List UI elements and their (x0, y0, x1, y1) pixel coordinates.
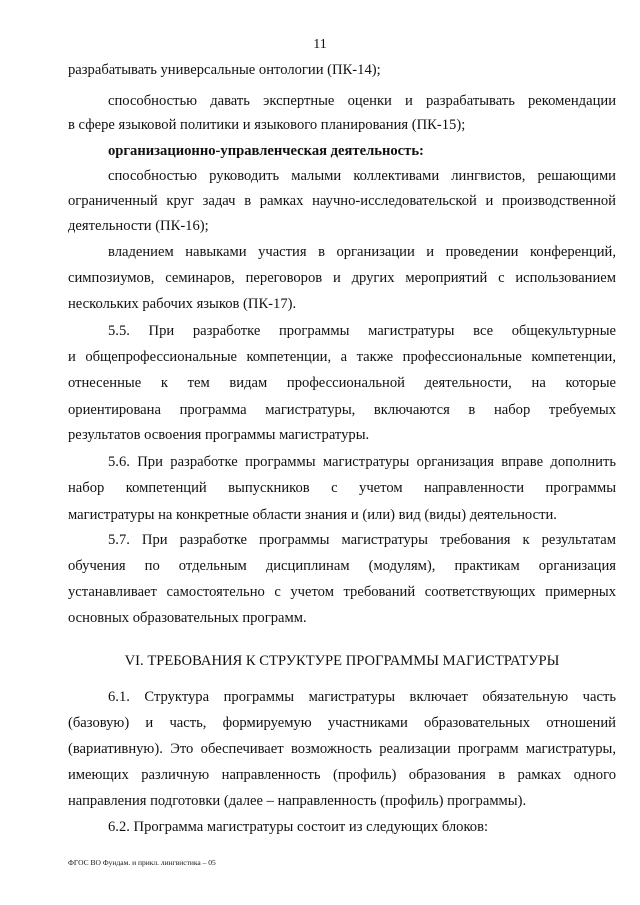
text-line: основных образовательных программ. (68, 610, 307, 626)
text-line: (вариативную). Это обеспечивает возможность реализации программ магистратуры, (68, 741, 616, 757)
text-line: ограниченный круг задач в рамках научно-исследовательской и производственной (68, 193, 616, 209)
text-line: результатов освоения программы магистратуры. (68, 427, 370, 443)
text-line: устанавливает самостоятельно с учетом требований соответствующих примерных (68, 584, 616, 600)
text-line: отнесенные к тем видам профессиональной деятельности, на которые (68, 375, 616, 391)
text-line: в сфере языковой политики и языкового планирования (ПК-15); (68, 117, 466, 133)
document-footer: ФГОС ВО Фундам. и прикл. лингвистика – 05 (68, 858, 216, 867)
text-line: 5.7. При разработке программы магистратуры требования к результатам (108, 532, 616, 548)
text-line: (базовую) и часть, формируемую участниками образовательных отношений (68, 715, 616, 731)
text-line: ориентирована программа магистратуры, включаются в набор требуемых (68, 402, 616, 418)
text-line: деятельности (ПК-16); (68, 218, 209, 234)
text-line: 6.2. Программа магистратуры состоит из следующих блоков: (108, 819, 489, 835)
text-line: способностью руководить малыми коллективами лингвистов, решающими (108, 168, 616, 184)
text-line: направления подготовки (далее – направленность (профиль) программы). (68, 793, 527, 809)
text-line: магистратуры на конкретные области знания и (или) вид (виды) деятельности. (68, 507, 557, 523)
text-line: 5.5. При разработке программы магистратуры все общекультурные (108, 323, 616, 339)
text-line: 6.1. Структура программы магистратуры включает обязательную часть (108, 689, 616, 705)
text-line: и общепрофессиональные компетенции, а также профессиональные компетенции, (68, 349, 616, 365)
text-line: имеющих различную направленность (профиль) образования в рамках одного (68, 767, 616, 783)
text-line: обучения по отдельным дисциплинам (модулям), практикам организация (68, 558, 616, 574)
page-number: 11 (313, 37, 327, 52)
text-line: симпозиумов, семинаров, переговоров и других мероприятий с использованием (68, 270, 616, 286)
subsection-title: организационно-управленческая деятельность: (108, 143, 424, 159)
text-line: набор компетенций выпускников с учетом направленности программы (68, 480, 616, 496)
text-line: нескольких рабочих языков (ПК-17). (68, 296, 297, 312)
text-line: разрабатывать универсальные онтологии (ПК-14); (68, 62, 381, 78)
text-line: способностью давать экспертные оценки и разрабатывать рекомендации (108, 93, 616, 109)
text-line: 5.6. При разработке программы магистратуры организация вправе дополнить (108, 454, 616, 470)
text-line: владением навыками участия в организации и проведении конференций, (108, 244, 616, 260)
section-heading: VI. ТРЕБОВАНИЯ К СТРУКТУРЕ ПРОГРАММЫ МАГИСТРАТУРЫ (124, 653, 560, 669)
